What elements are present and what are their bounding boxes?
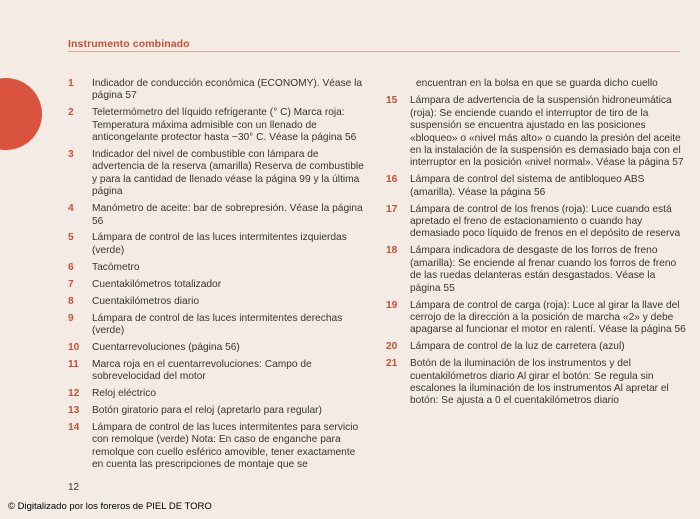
item-text: Tacómetro (92, 261, 140, 273)
list-item (386, 95, 686, 169)
left-column (68, 78, 368, 476)
item-number: 1 (68, 78, 74, 89)
list-item (68, 359, 368, 384)
continued-text: encuentran en la bolsa en que se guarda dicho cuello (416, 78, 658, 89)
list-item (68, 342, 368, 354)
item-text: Cuentarrevoluciones (página 56) (92, 341, 240, 353)
item-number: 19 (386, 299, 398, 311)
list-item (386, 341, 686, 353)
item-text: Lámpara de control de las luces intermitentes derechas (verde) (92, 312, 343, 336)
item-text: Lámpara de advertencia de la suspensión hidroneumática (roja): Se enciende cuando el interruptor de tiro de la suspensión se encuentra ajustado en las posiciones «bloqueo» o «nivel más alto» o cuando la presión del aceite en la instalación de la suspensión es demasiado baja con el interruptor en la posición «nivel normal». Véase la página 57 (410, 95, 684, 169)
item-text: Lámpara de control de la luz de carretera (azul) (410, 341, 625, 353)
item-number: 4 (68, 203, 74, 215)
list-item (68, 107, 368, 144)
list-item (68, 405, 368, 417)
item-number: 15 (386, 95, 398, 107)
list-item (68, 313, 368, 338)
item-number: 10 (68, 341, 80, 353)
list-item (386, 300, 686, 337)
item-number: 6 (68, 261, 74, 273)
list-item (68, 149, 368, 199)
item-number: 17 (386, 203, 398, 215)
item-text: Reloj eléctrico (92, 388, 156, 400)
list-item (68, 232, 368, 257)
item-number: 13 (68, 404, 80, 416)
item-number: 9 (68, 312, 74, 324)
item-number: 20 (386, 341, 398, 353)
item-number: 21 (386, 358, 398, 370)
item-text: Lámpara de control de los frenos (roja): Luce cuando está apretado el freno de estacionamiento o cuando hay demasiado poco líquido de frenos en el depósito de reserva (410, 203, 681, 240)
item-text: Lámpara de control de las luces intermitentes izquierdas (verde) (92, 232, 347, 256)
item-number: 12 (68, 388, 80, 400)
item-text: Lámpara de control del sistema de antibloqueo ABS (amarilla). Véase la página 56 (410, 174, 645, 198)
item-text: Indicador de conducción económica (ECONOMY). Véase la página 57 (92, 78, 363, 102)
item-number: 11 (68, 358, 79, 370)
item-text: Indicador del nivel de combustible con lámpara de advertencia de la reserva (amarilla) Reserva de combustible y para la cantidad de llenado véase la página 99 y la última página (92, 149, 364, 198)
page-number: 12 (68, 482, 80, 493)
footer-credit: © Digitalizado por los foreros de PIEL DE TORO (8, 501, 212, 512)
list-item (386, 245, 686, 295)
item-text: Botón giratorio para el reloj (apretarlo para regular) (92, 404, 322, 416)
list-item (68, 262, 368, 274)
item-text: Teletermómetro del líquido refrigerante (° C) Marca roja: Temperatura máxima admisible con un llenado de anticongelante protector hasta −30° C. Véase la página 56 (92, 107, 357, 144)
list-item (386, 204, 686, 241)
item-text: Lámpara indicadora de desgaste de los forros de freno (amarilla): Se enciende al frenar cuando los forros de freno de las ruedas delanteras están desgastados. Véase la página 55 (410, 245, 677, 294)
list-item (386, 358, 686, 408)
right-column (386, 78, 686, 412)
item-number: 2 (68, 107, 74, 119)
item-number: 18 (386, 245, 398, 257)
item-number: 8 (68, 295, 74, 307)
item-number: 5 (68, 232, 74, 244)
item-number: 14 (68, 421, 80, 433)
item-text: Lámpara de control de las luces intermitentes para servicio con remolque (verde) Nota: En caso de enganche para remolque con cuello esférico amovible, tener exactamente en cuenta las prescripciones de montaje que se (92, 421, 359, 471)
page-title: Instrumento combinado (68, 38, 190, 50)
item-number: 16 (386, 174, 398, 186)
item-number: 7 (68, 278, 74, 290)
item-text: Botón de la iluminación de los instrumentos y del cuentakilómetros diario Al girar el botón: Se regula sin escalones la iluminación de los instrumentos Al apretar el botón: Se ajusta a 0 el cuentakilómetros diario (410, 358, 669, 407)
list-item (68, 78, 368, 103)
item-text: Manómetro de aceite: bar de sobrepresión. Véase la página 56 (92, 203, 363, 227)
header-divider (68, 51, 680, 52)
item-number: 3 (68, 149, 74, 161)
list-item (68, 279, 368, 291)
item-text: Lámpara de control de carga (roja): Luce al girar la llave del cerrojo de la dirección a la posición de marcha «2» y debe apagarse al funcionar el motor en ralentí. Véase la página 56 (410, 299, 686, 336)
decorative-red-circle (0, 78, 42, 150)
item-text: Cuentakilómetros diario (92, 295, 200, 307)
list-item (68, 296, 368, 308)
list-item (68, 422, 368, 472)
list-item (386, 174, 686, 199)
list-item (68, 203, 368, 228)
item-text: Cuentakilómetros totalizador (92, 278, 222, 290)
item-text: Marca roja en el cuentarrevoluciones: Campo de sobrevelocidad del motor (92, 358, 312, 383)
list-item (68, 388, 368, 400)
